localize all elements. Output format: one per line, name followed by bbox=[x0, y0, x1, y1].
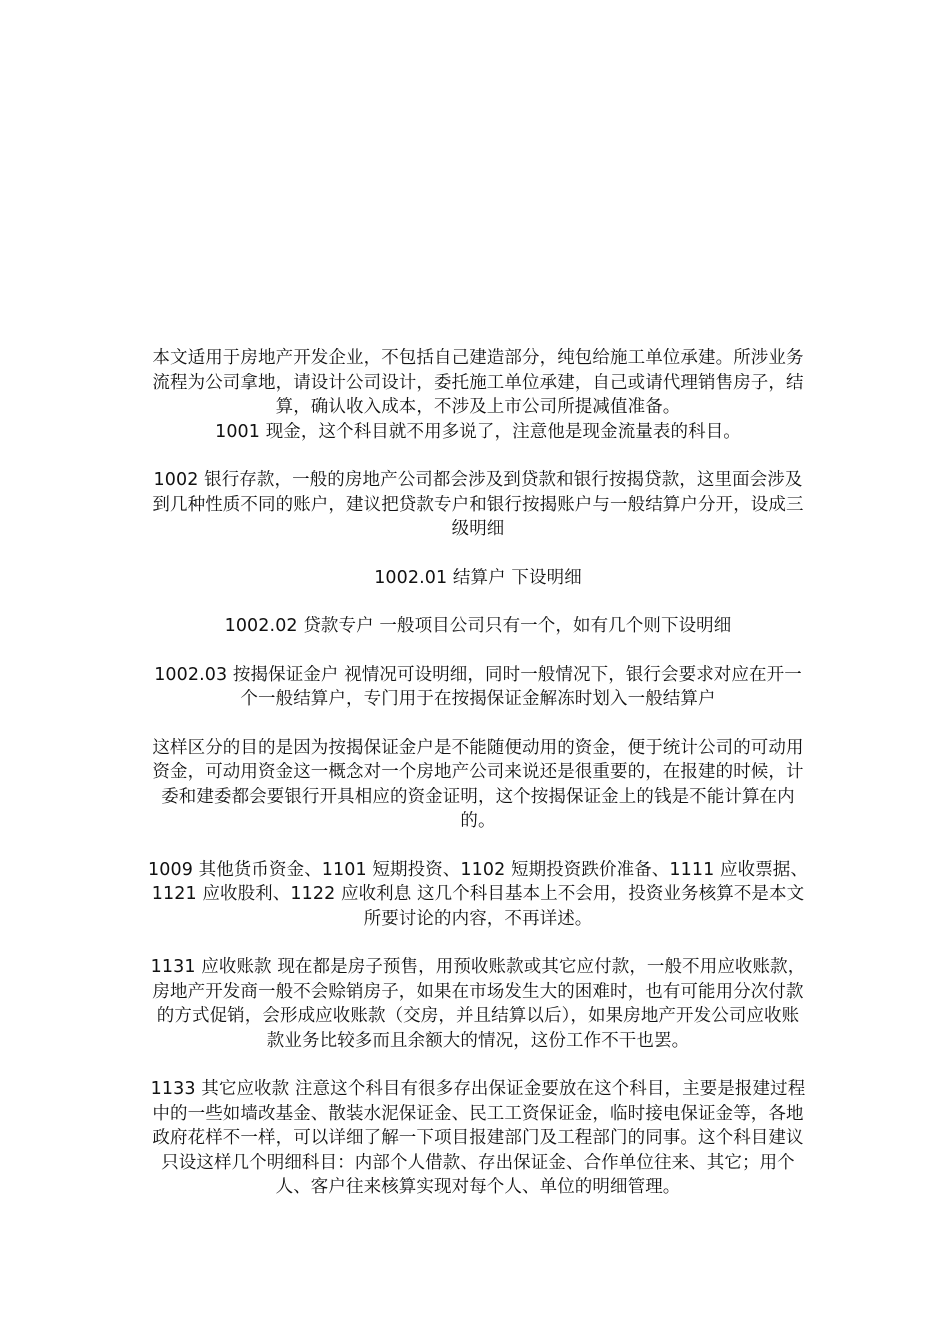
paragraph-1002-02: 1002.02 贷款专户 一般项目公司只有一个，如有几个则下设明细 bbox=[224, 616, 732, 636]
paragraph-intro: 本文适用于房地产开发企业，不包括自己建造部分，纯包给施工单位承建。所涉业务流程为公司拿地，请设计公司设计，委托施工单位承建，自己或请代理销售房子，结算，确认收入成本，不涉及上市公司所提减值准备。 bbox=[152, 348, 804, 417]
paragraph-1002-01: 1002.01 结算户 下设明细 bbox=[374, 567, 582, 588]
paragraph-1133-other-receivables: 1133 其它应收款 注意这个科目有很多存出保证金要放在这个科目，主要是报建过程中的一些如墙改基金、散装水泥保证金、民工工资保证金，临时接电保证金等，各地政府花样不一样，可以详细了解一下项目报建部门及工程部门的同事。这个科目建议只设这样几个明细科目：内部个人借款、存出保证金、合作单位往来、其它；用个人、客户往来核算实现对每个人、单位的明细管理。 bbox=[150, 1079, 806, 1197]
document-body bbox=[148, 346, 808, 1200]
paragraph-1009-1122: 1009 其他货币资金、1101 短期投资、1102 短期投资跌价准备、1111 应收票据、1121 应收股利、1122 应收利息 这几个科目基本上不会用，投资业务核算不是本文所要讨论的内容，不再详述。 bbox=[148, 859, 808, 929]
paragraph-1131-receivables: 1131 应收账款 现在都是房子预售，用预收账款或其它应付款，一般不用应收账款，房地产开发商一般不会赊销房子，如果在市场发生大的困难时，也有可能用分次付款的方式促销，会形成应收账款（交房，并且结算以后），如果房地产开发公司应收账款业务比较多而且余额大的情况，这份工作不干也罢。 bbox=[150, 957, 806, 1051]
paragraph-1001-cash: 1001 现金，这个科目就不用多说了，注意他是现金流量表的科目。 bbox=[215, 421, 741, 442]
paragraph-purpose: 这样区分的目的是因为按揭保证金户是不能随便动用的资金，便于统计公司的可动用资金，可动用资金这一概念对一个房地产公司来说还是很重要的，在报建的时候，计委和建委都会要银行开具相应的资金证明，这个按揭保证金上的钱是不能计算在内的。 bbox=[152, 737, 804, 831]
paragraph-1002-03: 1002.03 按揭保证金户 视情况可设明细，同时一般情况下，银行会要求对应在开一个一般结算户，专门用于在按揭保证金解冻时划入一般结算户 bbox=[154, 664, 802, 709]
paragraph-1002-bank-deposit: 1002 银行存款，一般的房地产公司都会涉及到贷款和银行按揭贷款，这里面会涉及到几种性质不同的账户，建议把贷款专户和银行按揭账户与一般结算户分开，设成三级明细 bbox=[152, 470, 804, 539]
